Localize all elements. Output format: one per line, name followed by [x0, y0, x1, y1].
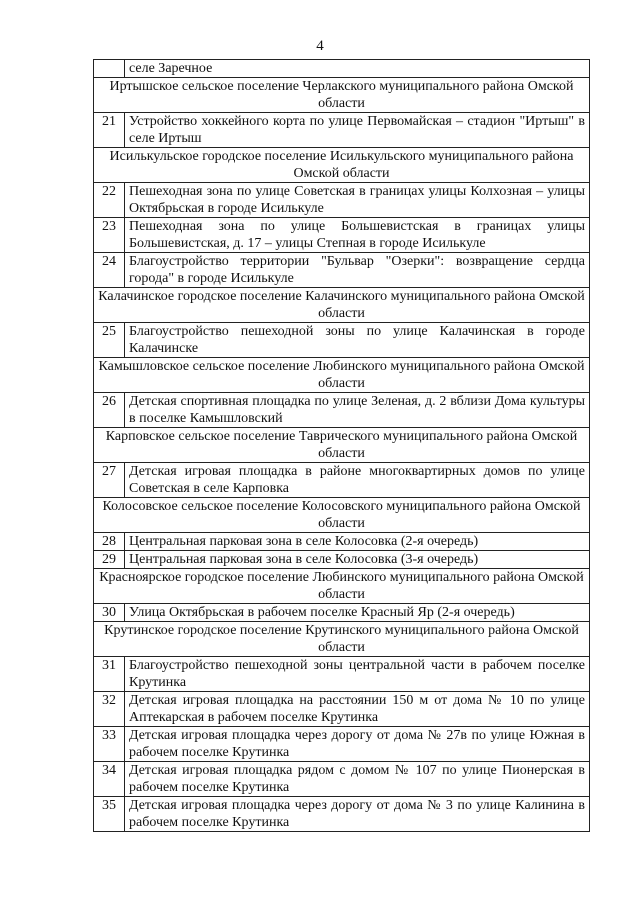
section-header: Карповское сельское поселение Таврического муниципального района Омской области: [94, 428, 590, 463]
section-header: Колосовское сельское поселение Колосовского муниципального района Омской области: [94, 498, 590, 533]
table-row: [94, 218, 590, 253]
section-header: Калачинское городское поселение Калачинского муниципального района Омской области: [94, 288, 590, 323]
item-description: селе Заречное: [125, 60, 590, 78]
item-number: 34: [94, 762, 125, 797]
section-header: Камышловское сельское поселение Любинского муниципального района Омской области: [94, 358, 590, 393]
item-number: 21: [94, 113, 125, 148]
item-number: 33: [94, 727, 125, 762]
section-header: Крутинское городское поселение Крутинского муниципального района Омской области: [94, 622, 590, 657]
item-number: 22: [94, 183, 125, 218]
table-row: [94, 727, 590, 762]
item-number: 25: [94, 323, 125, 358]
item-description: Пешеходная зона по улице Советская в границах улицы Колхозная – улицы Октябрьская в городе Исилькуле: [125, 183, 590, 218]
item-description: Благоустройство пешеходной зоны центральной части в рабочем поселке Крутинка: [125, 657, 590, 692]
item-number: [94, 60, 125, 78]
section-header-row: [94, 288, 590, 323]
item-description: Детская игровая площадка через дорогу от дома № 3 по улице Калинина в рабочем поселке Крутинка: [125, 797, 590, 832]
item-description: Благоустройство пешеходной зоны по улице Калачинская в городе Калачинске: [125, 323, 590, 358]
table-row: [94, 604, 590, 622]
table-row: [94, 393, 590, 428]
item-description: Благоустройство территории "Бульвар "Озерки": возвращение сердца города" в городе Исилькуле: [125, 253, 590, 288]
item-number: 23: [94, 218, 125, 253]
table-row: [94, 253, 590, 288]
item-number: 29: [94, 551, 125, 569]
table-row: [94, 762, 590, 797]
section-header-row: [94, 569, 590, 604]
item-number: 27: [94, 463, 125, 498]
item-description: Детская игровая площадка рядом с домом № 107 по улице Пионерская в рабочем поселке Крутинка: [125, 762, 590, 797]
table-row: [94, 60, 590, 78]
item-description: Детская спортивная площадка по улице Зеленая, д. 2 вблизи Дома культуры в поселке Камышловский: [125, 393, 590, 428]
section-header: Красноярское городское поселение Любинского муниципального района Омской области: [94, 569, 590, 604]
page-number: 4: [316, 38, 324, 54]
table-row: [94, 183, 590, 218]
section-header-row: [94, 78, 590, 113]
projects-table: [93, 59, 590, 832]
item-number: 35: [94, 797, 125, 832]
item-description: Устройство хоккейного корта по улице Первомайская – стадион "Иртыш" в селе Иртыш: [125, 113, 590, 148]
item-number: 32: [94, 692, 125, 727]
table-row: [94, 533, 590, 551]
item-description: Детская игровая площадка в районе многоквартирных домов по улице Советская в селе Карповка: [125, 463, 590, 498]
section-header: Иртышское сельское поселение Черлакского муниципального района Омской области: [94, 78, 590, 113]
table-row: [94, 113, 590, 148]
item-description: Детская игровая площадка через дорогу от дома № 27в по улице Южная в рабочем поселке Крутинка: [125, 727, 590, 762]
table-row: [94, 692, 590, 727]
item-description: Улица Октябрьская в рабочем поселке Красный Яр (2-я очередь): [125, 604, 590, 622]
item-description: Детская игровая площадка на расстоянии 150 м от дома № 10 по улице Аптекарская в рабочем поселке Крутинка: [125, 692, 590, 727]
section-header-row: [94, 428, 590, 463]
item-description: Центральная парковая зона в селе Колосовка (2-я очередь): [125, 533, 590, 551]
item-number: 28: [94, 533, 125, 551]
item-description: Центральная парковая зона в селе Колосовка (3-я очередь): [125, 551, 590, 569]
section-header: Исилькульское городское поселение Исилькульского муниципального района Омской области: [94, 148, 590, 183]
table-row: [94, 463, 590, 498]
section-header-row: [94, 498, 590, 533]
section-header-row: [94, 358, 590, 393]
item-description: Пешеходная зона по улице Большевистская в границах улицы Большевистская, д. 17 – улицы Степная в городе Исилькуле: [125, 218, 590, 253]
section-header-row: [94, 148, 590, 183]
projects-table-body: [94, 60, 590, 832]
item-number: 26: [94, 393, 125, 428]
item-number: 24: [94, 253, 125, 288]
table-row: [94, 551, 590, 569]
section-header-row: [94, 622, 590, 657]
table-row: [94, 323, 590, 358]
item-number: 31: [94, 657, 125, 692]
table-row: [94, 657, 590, 692]
item-number: 30: [94, 604, 125, 622]
table-row: [94, 797, 590, 832]
